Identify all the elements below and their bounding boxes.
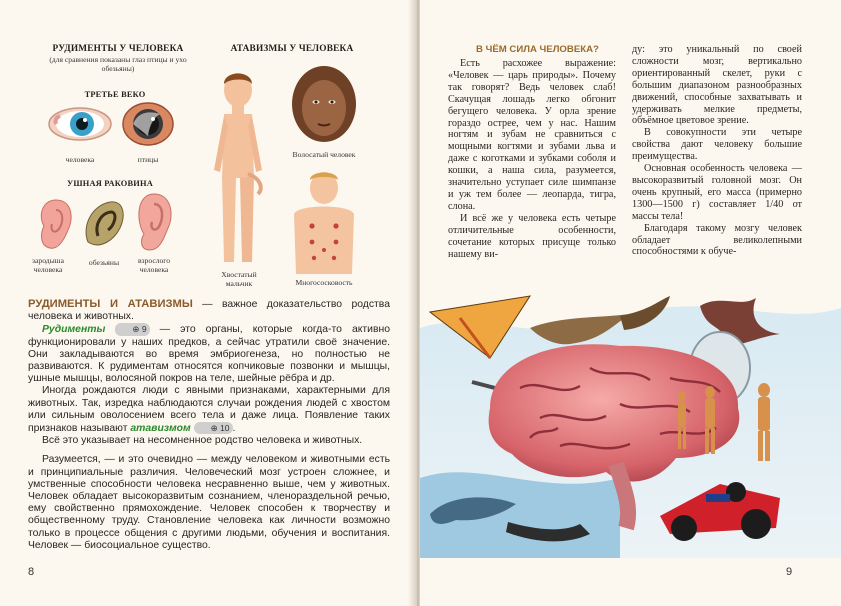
paragraph-rudiments [28, 323, 390, 385]
col2-paragraph-3: Основная особенность человека — высокоразвитый головной мозг. Он очень крупный, его масса (примерно 1300—1500 г) составляет 1/40 от массы тела! [632, 163, 802, 222]
adult-ear-illustration [132, 192, 176, 254]
ref-10-number: 10 [220, 423, 230, 434]
multiple-nipples-caption: Многососковость [295, 278, 353, 287]
embryo-ear-illustration [36, 196, 76, 252]
left-text-block [28, 298, 390, 552]
eye-caption-bird: птицы [137, 155, 159, 164]
ref-badge-9[interactable]: ⊕ 9 [115, 323, 149, 335]
rudiments-term: Рудименты [42, 324, 106, 336]
rudiments-subtitle: (для сравнения показаны глаз птицы и ухо обезьяны) [49, 55, 187, 73]
third-eyelid-title: ТРЕТЬЕ ВЕКО [84, 90, 146, 99]
multiple-nipples-illustration [288, 170, 360, 274]
atavisms-title: АТАВИЗМЫ У ЧЕЛОВЕКА [230, 44, 354, 54]
right-title: В ЧЁМ СИЛА ЧЕЛОВЕКА? [476, 44, 599, 55]
heading-paragraph [28, 298, 390, 323]
right-page [420, 0, 841, 606]
paragraph-atavism-text: Иногда рождаются люди с явными признаками, характерными для животных. Так, изредка наблюдаются случаи рождения людей с хвостом или сильным оволосением всего тела и даже лица. Появление таких признаков называют [28, 385, 390, 435]
right-column-2 [632, 44, 802, 258]
ref-9-number: 9 [141, 324, 147, 335]
tailed-boy-caption: Хвостатый мальчик [221, 270, 257, 288]
paragraph-atavism: Иногда рождаются люди с явными признаками, характерными для животных. Так, изредка наблюдаются случаи рождения людей с хвостом или сильным оволосением всего тела и даже лица. Появление таких признаков называют атавизмом ⊕ 10 . [28, 385, 390, 435]
right-column-1 [448, 58, 616, 260]
col2-paragraph-1: ду: это уникальный по своей сложности мозг, вертикально ориентированный скелет, руки с большим диапазоном разнообразных движений, способные захватывать и удерживать мелкие предметы, объёмное цветовое зрение. [632, 44, 802, 127]
rudiments-title: РУДИМЕНТЫ У ЧЕЛОВЕКА [52, 44, 184, 54]
col1-paragraph-1: Есть расхожее выражение: «Человек — царь природы». Почему так говорят? Ведь человек слаб! Скачущая лошадь легко обгонит бегущего человека. У орла зрение гораздо острее, чем у нас. Нашим ногтям и зубам не сравниться с мощными когтями и зубами льва и даже с коготками и зубками соболя и кошки, а наша сила, разумеется, значительно уступает силе шимпанзе и уж тем более — леопарда, тигра, слона. [448, 58, 616, 212]
col2-paragraph-2: В совокупности эти четыре свойства дают человеку большие преимущества. [632, 127, 802, 163]
ear-caption-embryo: зародыша человека [32, 256, 64, 274]
ear-caption-adult: взрослого человека [137, 256, 171, 274]
paragraph-differences: Разумеется, — и это очевидно — между человеком и животными есть и принципиальные различия. Человеческий мозг устроен сложнее, и умственные способности человека несравненно выше, чем у животных. Человек обладает высокоразвитым сознанием, членораздельной речью, ему свойственно прямохождение. Человек способен к творчеству и общественному труду. Становление человека как личности возможно только в процессе общения с другими людьми, обучения и воспитания. Человек — биосоциальное существо. [28, 454, 390, 551]
heading-rest: — важное доказательство родства человека и животных. [28, 299, 390, 323]
hairy-man-caption: Волосатый человек [292, 150, 356, 159]
human-brain-illustration [420, 288, 841, 558]
ref-badge-10[interactable]: ⊕ 10 [194, 422, 233, 434]
paragraph-kinship: Всё это указывает на несомненное родство человека и животных. [42, 435, 363, 447]
human-eye-illustration [46, 102, 114, 146]
col2-paragraph-4: Благодаря такому мозгу человек обладает великолепными способностями к обуче- [632, 222, 802, 258]
section-heading: РУДИМЕНТЫ И АТАВИЗМЫ [28, 298, 193, 310]
ear-caption-monkey: обезьяны [88, 258, 120, 267]
bird-eye-illustration [120, 100, 176, 148]
left-page [0, 0, 416, 606]
tailed-boy-illustration [208, 66, 270, 270]
paragraph-rudiments-text: — это органы, которые когда-то активно функционировали у наших предков, а сейчас утратили своё значение. Они закладываются во время эмбриогенеза, но полностью не развиваются. К рудиментам относятся копчиковые позвонки и мышцы, ушные мышцы, волосяной покров на теле, шейные рёбра и др. [28, 324, 391, 385]
hairy-man-illustration [288, 64, 360, 148]
ear-title: УШНАЯ РАКОВИНА [67, 179, 153, 188]
page-number-right: 9 [786, 566, 793, 578]
col1-paragraph-2: И всё же у человека есть четыре отличительные особенности, сочетание которых присуще только нашему ви- [448, 212, 616, 260]
monkey-ear-illustration [80, 198, 128, 252]
eye-caption-human: человека [65, 155, 95, 164]
page-number-left: 8 [28, 566, 35, 578]
atavism-term: атавизмом [130, 423, 191, 435]
